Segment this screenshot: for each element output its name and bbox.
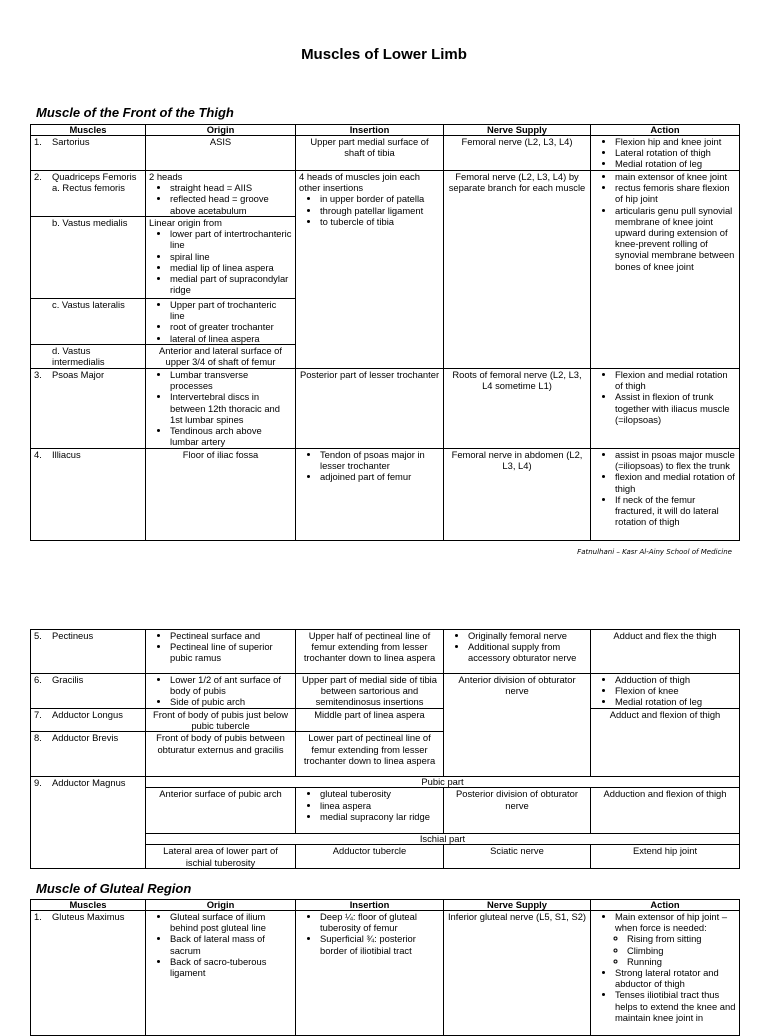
list-item: • Main extensor of hip joint – when force is needed: ◦ Rising from sitting ◦ Climbing ◦ Running: [615, 911, 736, 967]
muscle-name: Adductor Brevis: [52, 732, 119, 744]
list-item: • Lumbar transverse processes: [170, 369, 292, 391]
list-item: • flexion and medial rotation of thigh: [615, 471, 736, 493]
list-item: • Medial rotation of leg: [615, 158, 736, 169]
list-item: • Back of lateral mass of sacrum: [170, 933, 292, 955]
origin-cell: [146, 911, 296, 1036]
insertion-cell: Lower part of pectineal line of femur extending from lesser trochanter down to linea aspera: [296, 732, 444, 777]
nerve-cell: Anterior division of obturator nerve: [444, 674, 591, 777]
table-row-iliacus: [31, 449, 740, 541]
muscle-name: Adductor Magnus: [52, 777, 126, 789]
list-item: • Superficial ¾: posterior border of iliotibial tract: [320, 933, 440, 955]
muscle-name: Gracilis: [52, 674, 84, 685]
muscle-name: Pectineus: [52, 630, 94, 641]
origin-cell: Lateral area of lower part of ischial tuberosity: [146, 845, 296, 869]
list-item: • Flexion and medial rotation of thigh: [615, 369, 736, 391]
action-cell: Extend hip joint: [591, 845, 740, 869]
list-item: • assist in psoas major muscle (=iliopsoas) to flex the trunk: [615, 449, 736, 471]
table-row-gracilis: [31, 674, 740, 709]
origin-cell: [146, 299, 296, 345]
muscle-cell: 5. Pectineus: [31, 630, 146, 674]
list-item: • Tenses iliotibial tract thus helps to extend the knee and maintain knee joint in: [615, 989, 736, 1023]
page-title: Muscles of Lower Limb: [301, 46, 467, 63]
insertion-cell: Adductor tubercle: [296, 845, 444, 869]
muscle-cell: 7. Adductor Longus: [31, 709, 146, 732]
list-item: • Assist in flexion of trunk together with iliacus muscle (=ilopsoas): [615, 391, 736, 425]
list-item: • Gluteal surface of ilium behind post gluteal line: [170, 911, 292, 933]
muscle-name: Sartorius: [52, 136, 90, 147]
muscle-cell: 2. Quadriceps Femoris a. Rectus femoris: [31, 171, 146, 217]
list-item: • lateral of linea aspera: [170, 333, 292, 344]
origin-cell: Anterior and lateral surface of upper 3/4 of shaft of femur: [146, 345, 296, 369]
muscle-cell: 4. Illiacus: [31, 449, 146, 541]
origin-cell: [146, 369, 296, 449]
origin-cell: [146, 674, 296, 709]
list-item: • main extensor of knee joint: [615, 171, 736, 182]
col-header-insertion: Insertion: [296, 125, 444, 136]
list-item: • Adduction of thigh: [615, 674, 736, 685]
action-cell: [591, 911, 740, 1036]
nerve-cell: Femoral nerve (L2, L3, L4) by separate branch for each muscle: [444, 171, 591, 369]
muscle-subname: a. Rectus femoris: [52, 182, 125, 194]
table-row-rectus-femoris: [31, 171, 740, 217]
list-item: • Lower 1/2 of ant surface of body of pubis: [170, 674, 292, 696]
insertion-cell: Posterior part of lesser trochanter: [296, 369, 444, 449]
table-row-pectineus: [31, 630, 740, 674]
muscle-cell: 3. Psoas Major: [31, 369, 146, 449]
subheader-ischial-part: Ischial part: [146, 834, 740, 845]
insertion-cell: Upper half of pectineal line of femur extending from lesser trochanter down to linea aspera: [296, 630, 444, 674]
list-item: • medial supracony lar ridge: [320, 811, 440, 822]
table-row-sartorius: [31, 136, 740, 171]
muscle-cell: 6. Gracilis: [31, 674, 146, 709]
insertion-cell: Upper part of medial side of tibia between sartorious and semitendinosus insertions: [296, 674, 444, 709]
muscle-cell: [31, 299, 146, 345]
muscle-name: Illiacus: [52, 449, 81, 460]
list-item: • Lateral rotation of thigh: [615, 147, 736, 158]
table-header-row: [31, 125, 740, 136]
table-header-row: [31, 900, 740, 911]
action-cell: [591, 449, 740, 541]
muscle-cell: [31, 217, 146, 299]
list-item: • medial lip of linea aspera: [170, 262, 292, 273]
muscle-name: Quadriceps Femoris: [52, 171, 137, 182]
muscle-cell: 1. Gluteus Maximus: [31, 911, 146, 1036]
list-item: • to tubercle of tibia: [320, 216, 440, 227]
nerve-cell: Femoral nerve (L2, L3, L4): [444, 136, 591, 171]
muscle-subname: b. Vastus medialis: [52, 217, 128, 228]
list-item: ◦ Running: [627, 956, 736, 967]
muscle-subname: d. Vastus intermedialis: [52, 345, 105, 368]
list-item: ◦ Climbing: [627, 945, 736, 956]
list-item: • Flexion of knee: [615, 685, 736, 696]
list-item: • Intervertebral discs in between 12th thoracic and 1st lumbar spines: [170, 391, 292, 425]
list-item: • Side of pubic arch: [170, 696, 292, 707]
insertion-cell: Upper part medial surface of shaft of tibia: [296, 136, 444, 171]
origin-cell: Linear origin from • lower part of intertrochanteric line • spiral line • medial lip of linea aspera • medial part of supracondylar ridge: [146, 217, 296, 299]
list-item: • in upper border of patella: [320, 193, 440, 204]
muscle-cell: 8. Adductor Brevis: [31, 732, 146, 777]
col-header-origin: Origin: [146, 125, 296, 136]
list-item: • Flexion hip and knee joint: [615, 136, 736, 147]
muscle-name: Adductor Longus: [52, 709, 123, 720]
insertion-cell: 4 heads of muscles join each other insertions • in upper border of patella • through patellar ligament • to tubercle of tibia: [296, 171, 444, 369]
list-item: • spiral line: [170, 251, 292, 262]
action-cell: Adduct and flex the thigh: [591, 630, 740, 674]
muscle-cell: 9. Adductor Magnus: [31, 777, 146, 869]
action-cell: Adduction and flexion of thigh: [591, 788, 740, 834]
origin-cell: ASIS: [146, 136, 296, 171]
footer-credit: Fatnulhani – Kasr Al-Ainy School of Medicine: [577, 548, 732, 556]
section-heading-front-thigh: Muscle of the Front of the Thigh: [36, 105, 234, 120]
muscle-subname: c. Vastus lateralis: [52, 299, 125, 310]
list-item: • adjoined part of femur: [320, 471, 440, 482]
list-item: • reflected head = groove above acetabulum: [170, 193, 292, 215]
action-cell: [591, 369, 740, 449]
muscle-name: Gluteus Maximus: [52, 911, 125, 922]
insertion-cell: [296, 911, 444, 1036]
list-item: • rectus femoris share flexion of hip joint: [615, 182, 736, 204]
list-item: • Originally femoral nerve: [468, 630, 587, 641]
nerve-cell: Inferior gluteal nerve (L5, S1, S2): [444, 911, 591, 1036]
list-item: • Back of sacro-tuberous ligament: [170, 956, 292, 978]
list-item: • Strong lateral rotator and abductor of thigh: [615, 967, 736, 989]
muscle-cell: 1. Sartorius: [31, 136, 146, 171]
col-header-origin: Origin: [146, 900, 296, 911]
list-item: • medial part of supracondylar ridge: [170, 273, 292, 295]
list-item: • Medial rotation of leg: [615, 696, 736, 707]
table-row-gluteus-maximus: [31, 911, 740, 1036]
list-item: • Tendinous arch above lumbar artery: [170, 425, 292, 447]
action-cell: [591, 136, 740, 171]
list-item: • linea aspera: [320, 800, 440, 811]
list-item: • through patellar ligament: [320, 205, 440, 216]
col-header-action: Action: [591, 125, 740, 136]
list-item: • lower part of intertrochanteric line: [170, 228, 292, 250]
insertion-cell: Middle part of linea aspera: [296, 709, 444, 732]
subheader-pubic-part: Pubic part: [146, 777, 740, 788]
list-item: • Pectineal line of superior pubic ramus: [170, 641, 292, 663]
medial-thigh-table: [30, 629, 740, 869]
table-row-psoas-major: [31, 369, 740, 449]
col-header-muscles: Muscles: [31, 125, 146, 136]
origin-cell: Anterior surface of pubic arch: [146, 788, 296, 834]
list-item: • Tendon of psoas major in lesser trochanter: [320, 449, 440, 471]
section-heading-gluteal: Muscle of Gluteal Region: [36, 881, 192, 896]
insertion-cell: [296, 788, 444, 834]
col-header-action: Action: [591, 900, 740, 911]
action-cell: [591, 171, 740, 369]
nerve-cell: Roots of femoral nerve (L2, L3, L4 sometime L1): [444, 369, 591, 449]
list-item: • If neck of the femur fractured, it will do lateral rotation of thigh: [615, 494, 736, 528]
origin-cell: Front of body of pubis between obturatur externus and gracilis: [146, 732, 296, 777]
col-header-muscles: Muscles: [31, 900, 146, 911]
nerve-cell: Sciatic nerve: [444, 845, 591, 869]
nerve-cell: Femoral nerve in abdomen (L2, L3, L4): [444, 449, 591, 541]
nerve-cell: Posterior division of obturator nerve: [444, 788, 591, 834]
table-row-adductor-longus: [31, 709, 740, 732]
list-item: • gluteal tuberosity: [320, 788, 440, 799]
col-header-insertion: Insertion: [296, 900, 444, 911]
col-header-nerve: Nerve Supply: [444, 900, 591, 911]
muscle-name: Psoas Major: [52, 369, 105, 380]
list-item: • root of greater trochanter: [170, 321, 292, 332]
list-item: • articularis genu pull synovial membrane of knee joint upward during extension of knee-prevent rolling of synovial membrane between bones of knee joint: [615, 205, 736, 272]
origin-cell: Front of body of pubis just below pubic tubercle: [146, 709, 296, 732]
muscle-cell: [31, 345, 146, 369]
origin-cell: [146, 630, 296, 674]
table-row-adductor-magnus: [31, 777, 740, 788]
list-item: • straight head = AIIS: [170, 182, 292, 193]
nerve-cell: [444, 630, 591, 674]
insertion-cell: [296, 449, 444, 541]
action-cell: [591, 674, 740, 709]
list-item: ◦ Rising from sitting: [627, 933, 736, 944]
front-thigh-table: [30, 124, 740, 541]
gluteal-table: [30, 899, 740, 1036]
list-item: • Pectineal surface and: [170, 630, 292, 641]
origin-cell: Floor of iliac fossa: [146, 449, 296, 541]
list-item: • Deep ¼: floor of gluteal tuberosity of femur: [320, 911, 440, 933]
action-cell: Adduct and flexion of thigh: [591, 709, 740, 777]
list-item: • Upper part of trochanteric line: [170, 299, 292, 321]
col-header-nerve: Nerve Supply: [444, 125, 591, 136]
list-item: • Additional supply from accessory obturator nerve: [468, 641, 587, 663]
origin-cell: 2 heads • straight head = AIIS • reflected head = groove above acetabulum: [146, 171, 296, 217]
